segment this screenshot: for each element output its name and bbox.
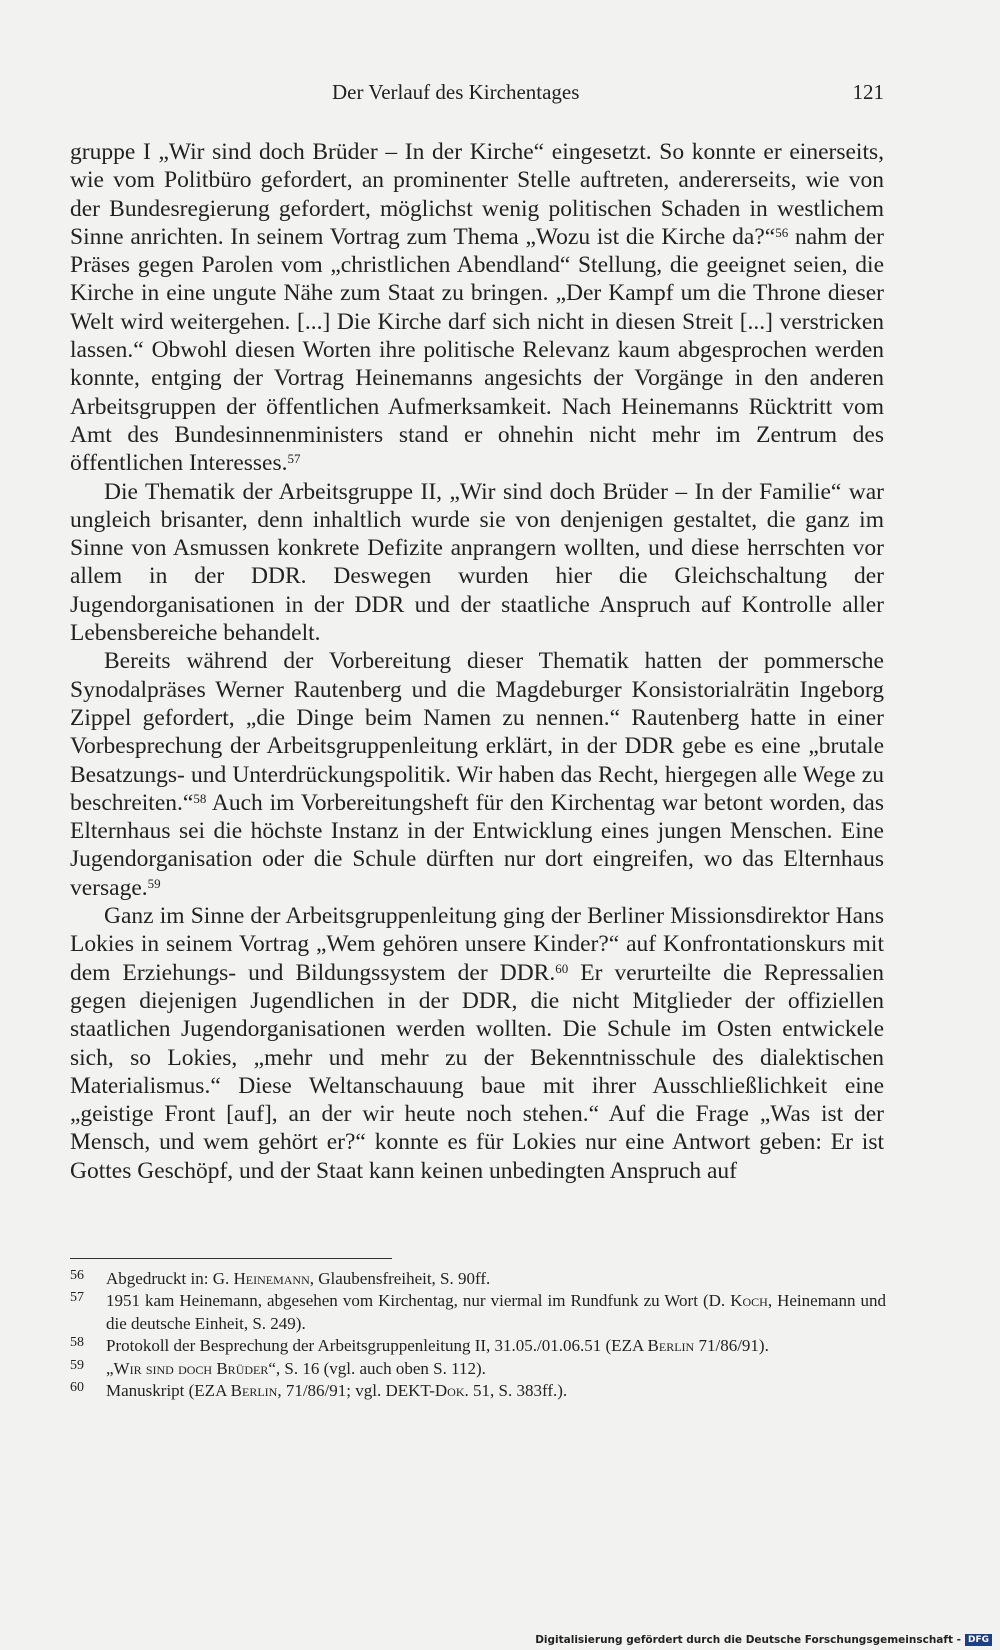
running-head: Der Verlauf des Kirchentages xyxy=(332,80,580,104)
footnote-ref[interactable]: 59 xyxy=(147,875,161,891)
digitization-credit xyxy=(535,1634,992,1646)
paragraph: Bereits während der Vorbereitung dieser Thematik hatten der pommersche Synodalpräses Werner Rautenberg und die Magdeburger Konsistorialrätin Ingeborg Zippel gefordert, „die Dinge beim Namen zu nennen.“ Rautenberg hatte in einer Vorbesprechung der Arbeitsgruppenleitung erklärt, in der DDR gebe es eine „brutale Besatzungs- und Unterdrückungspolitik. Wir haben das Recht, hiergegen alle Wege zu beschreiten.“$^{58}$ Auch im Vorbereitungsheft für den Kirchentag war betont worden, das Elternhaus sei die höchste Instanz in der Entwicklung eines jungen Menschen. Eine Jugendorganisation oder die Schule dürften nur dort eingreifen, wo das Elternhaus versage.$^{59}$ xyxy=(70,648,884,901)
footnote-number: 56 xyxy=(70,1268,84,1283)
footnote-ref[interactable]: 57 xyxy=(287,451,301,467)
credit-text: Digitalisierung gefördert durch die Deutsche Forschungsgemeinschaft - xyxy=(535,1634,961,1646)
footnote-text: „Wir sind doch Brüder“, S. 16 (vgl. auch oben S. 112). xyxy=(106,1358,486,1378)
footnote-number: 58 xyxy=(70,1335,84,1351)
footnote xyxy=(70,1380,886,1402)
page-number: 121 xyxy=(852,80,884,104)
footnote xyxy=(70,1358,886,1380)
page-header xyxy=(70,76,884,112)
dfg-logo-icon: DFG xyxy=(965,1634,992,1646)
footnote-ref[interactable]: 58 xyxy=(193,790,207,806)
footnote-text: Protokoll der Besprechung der Arbeitsgruppenleitung II, 31.05./01.06.51 (EZA Berlin 71/86/91). xyxy=(106,1336,769,1356)
footnote-separator xyxy=(70,1258,392,1259)
main-text xyxy=(70,138,884,1185)
paragraph: Die Thematik der Arbeitsgruppe II, „Wir sind doch Brüder – In der Familie“ war ungleich brisanter, denn inhaltlich wurde sie von denjenigen gestaltet, die ganz im Sinne von Asmussen konkrete Defizite anprangern wollten, und diese herrschten vor allem in der DDR. Deswegen wurden hier die Gleichschaltung der Jugendorganisationen in der DDR und der staatliche Anspruch auf Kontrolle aller Lebensbereiche behandelt. xyxy=(70,478,884,647)
footnotes xyxy=(70,1268,886,1402)
footnote xyxy=(70,1268,886,1290)
footnote-number: 60 xyxy=(70,1380,84,1396)
footnote-ref[interactable]: 56 xyxy=(775,224,789,240)
footnote xyxy=(70,1335,886,1357)
footnote-number: 57 xyxy=(70,1290,84,1306)
paragraph: Ganz im Sinne der Arbeitsgruppenleitung ging der Berliner Missionsdirektor Hans Lokies in seinem Vortrag „Wem gehören unsere Kinder?“ auf Konfrontationskurs mit dem Erziehungs- und Bildungssystem der DDR.$^{60}$ Er verurteilte die Repressalien gegen diejenigen Jugendlichen in der DDR, die nicht Mitglieder der offiziellen staatlichen Jugendorganisationen werden wollten. Die Schule im Osten entwickele sich, so Lokies, „mehr und mehr zu der Bekenntnisschule des dialektischen Materialismus.“ Diese Weltanschauung baue mit ihrer Ausschließlichkeit eine „geistige Front [auf], an der wir heute noch stehen.“ Auf die Frage „Was ist der Mensch, und wem gehört er?“ konnte es für Lokies nur eine Antwort geben: Er ist Gottes Geschöpf, und der Staat kann keinen unbedingten Anspruch auf xyxy=(70,903,884,1184)
footnote-text: Manuskript (EZA Berlin, 71/86/91; vgl. DEKT-Dok. 51, S. 383ff.). xyxy=(106,1381,568,1401)
footnote-text: 1951 kam Heinemann, abgesehen vom Kirchentag, nur viermal im Rundfunk zu Wort (D. Koch, Heinemann und die deutsche Einheit, S. 249). xyxy=(106,1291,886,1333)
footnote-ref[interactable]: 60 xyxy=(555,960,569,976)
footnote-text: Abgedruckt in: G. Heinemann, Glaubensfreiheit, S. 90ff. xyxy=(106,1269,491,1288)
footnote xyxy=(70,1290,886,1335)
paragraph: gruppe I „Wir sind doch Brüder – In der Kirche“ eingesetzt. So konnte er einerseits, wie vom Politbüro gefordert, an prominenter Stelle auftreten, andererseits, wie von der Bundesregierung gefordert, möglichst wenig politischen Schaden in westlichem Sinne anrichten. In seinem Vortrag zum Thema „Wozu ist die Kirche da?“$^{56}$ nahm der Präses gegen Parolen vom „christlichen Abendland“ Stellung, die geeignet seien, die Kirche in eine ungute Nähe zum Staat zu bringen. „Der Kampf um die Throne dieser Welt wird weitergehen. [...] Die Kirche darf sich nicht in diesen Streit [...] verstricken lassen.“ Obwohl diesen Worten ihre politische Relevanz kaum abgesprochen werden konnte, entging der Vortrag Heinemanns angesichts der Vorgänge in den anderen Arbeitsgruppen der öffentlichen Aufmerksamkeit. Nach Heinemanns Rücktritt vom Amt des Bundesinnenministers stand er ohnehin nicht mehr im Zentrum des öffentlichen Interesses.$^{57}$ xyxy=(70,139,884,477)
footnote-number: 59 xyxy=(70,1357,84,1373)
